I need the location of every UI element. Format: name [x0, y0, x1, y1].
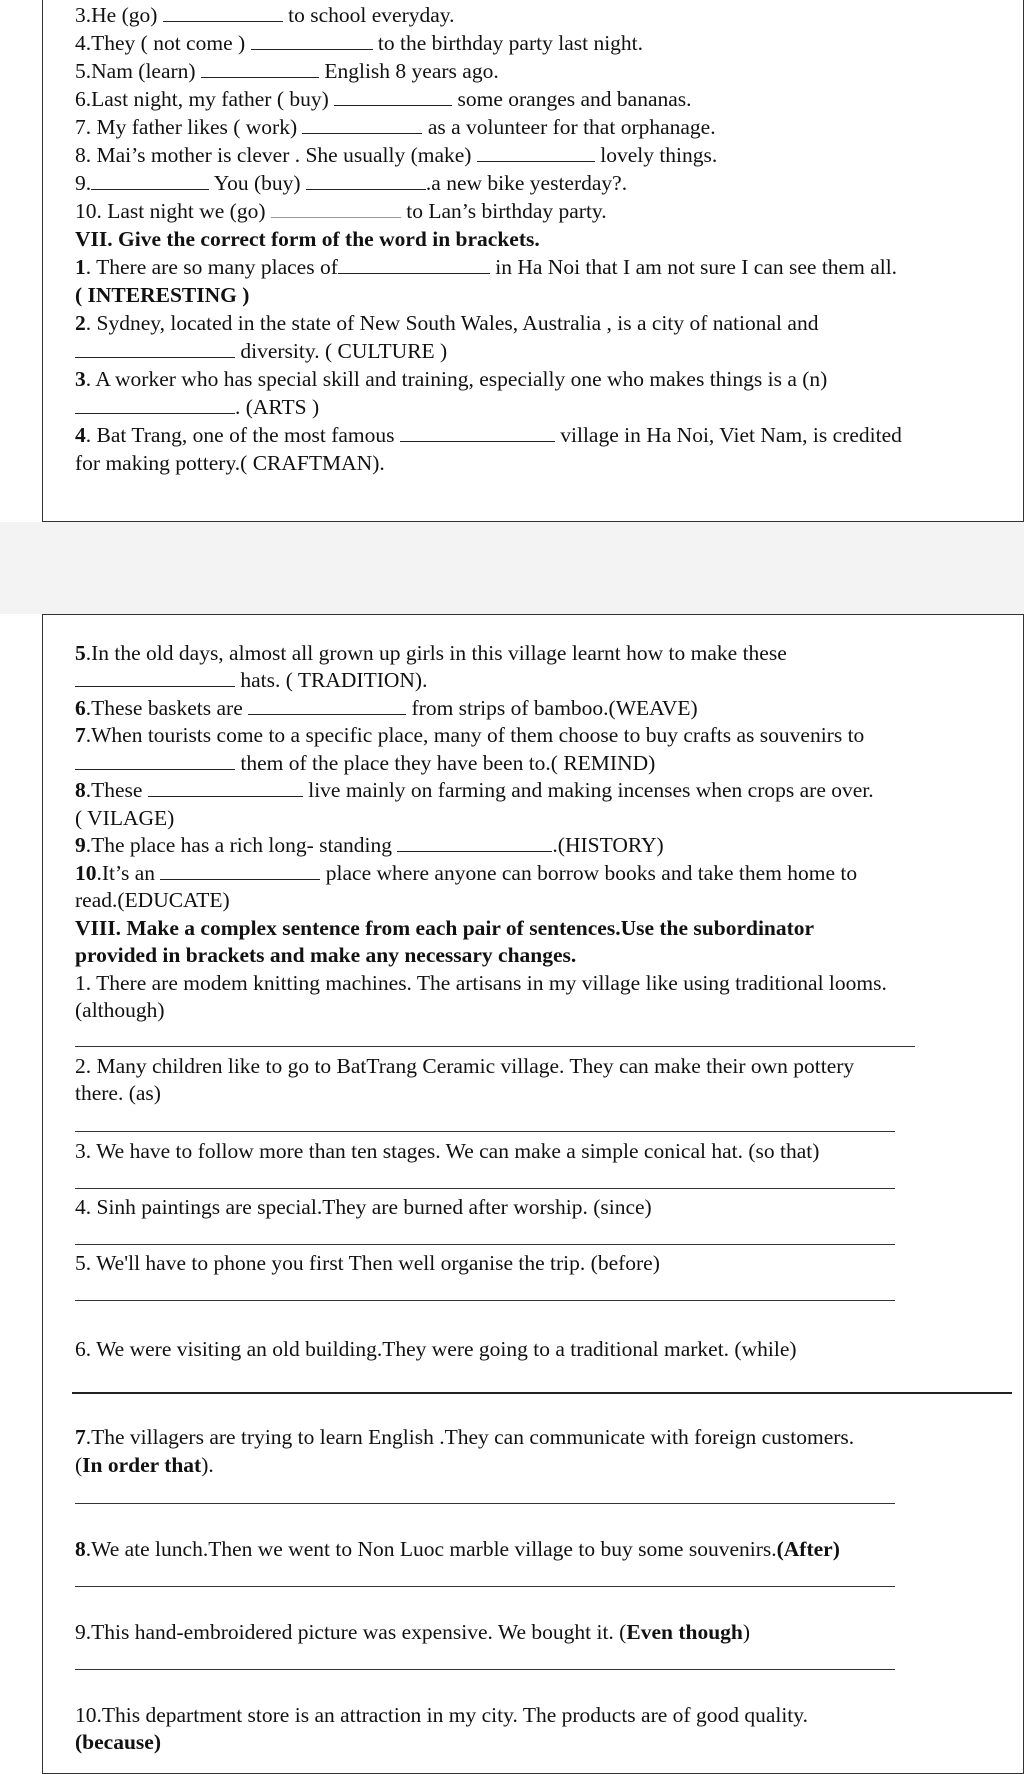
vii-question-9: 9.The place has a rich long- standing .(HISTORY): [75, 833, 664, 857]
vii-question-5: 5.In the old days, almost all grown up girls in this village learnt how to make these: [75, 641, 787, 665]
viii-answer-line-9[interactable]: [75, 1669, 895, 1670]
page-separator: [0, 522, 1024, 614]
vii-question-10: 10.It’s an place where anyone can borrow books and take them home to: [75, 861, 858, 885]
vii-question-8: 8.These live mainly on farming and making incenses when crops are over.: [75, 778, 874, 802]
viii-question-7-cont: (In order that).: [75, 1453, 214, 1477]
answer-blank[interactable]: [91, 171, 209, 190]
viii-question-2: 2. Many children like to go to BatTrang Ceramic village. They can make their own pottery: [75, 1054, 855, 1078]
section-viii-heading-line2: provided in brackets and make any necessary changes.: [75, 943, 577, 967]
viii-question-7: 7.The villagers are trying to learn English .They can communicate with foreign customers.: [75, 1425, 855, 1449]
vii-question-7-cont: them of the place they have been to.( REMIND): [75, 750, 655, 776]
vii-question-2: 2. Sydney, located in the state of New South Wales, Australia , is a city of national and: [75, 311, 819, 335]
answer-blank[interactable]: [148, 778, 303, 797]
answer-blank[interactable]: [160, 861, 320, 880]
viii-question-3: 3. We have to follow more than ten stages. We can make a simple conical hat. (so that): [75, 1139, 820, 1163]
viii-answer-line-6[interactable]: [72, 1392, 1012, 1394]
viii-answer-line-7[interactable]: [75, 1503, 895, 1504]
answer-blank[interactable]: [271, 199, 401, 218]
section-vii-heading: VII. Give the correct form of the word in brackets.: [75, 227, 540, 251]
viii-answer-line-8[interactable]: [75, 1586, 895, 1587]
answer-blank[interactable]: [306, 171, 426, 190]
answer-blank[interactable]: [338, 255, 490, 274]
viii-question-4: 4. Sinh paintings are special.They are burned after worship. (since): [75, 1195, 652, 1219]
answer-blank[interactable]: [334, 87, 452, 106]
vii-question-1-hint: ( INTERESTING ): [75, 283, 250, 307]
vii-question-5-cont: hats. ( TRADITION).: [75, 667, 427, 693]
answer-blank[interactable]: [75, 339, 235, 358]
vii-question-2-cont: diversity. ( CULTURE ): [75, 338, 447, 364]
section-viii-heading-line1: VIII. Make a complex sentence from each pair of sentences.Use the subordinator: [75, 916, 815, 940]
answer-blank[interactable]: [75, 751, 235, 770]
viii-answer-line-2[interactable]: [75, 1131, 895, 1132]
viii-question-2-cont: there. (as): [75, 1081, 161, 1105]
viii-question-10-cont: (because): [75, 1730, 161, 1754]
viii-question-10: 10.This department store is an attraction in my city. The products are of good quality.: [75, 1703, 809, 1727]
tense-item-9: 9. You (buy) .a new bike yesterday?.: [75, 171, 628, 195]
vii-question-8-hint: ( VILAGE): [75, 806, 175, 830]
tense-item-8: 8. Mai’s mother is clever . She usually (make) lovely things.: [75, 143, 718, 167]
viii-question-1: 1. There are modem knitting machines. The artisans in my village like using traditional looms.: [75, 971, 887, 995]
tense-item-4: 4.They ( not come ) to the birthday party last night.: [75, 31, 644, 55]
vii-question-3-cont: . (ARTS ): [75, 394, 319, 420]
vii-question-1: 1. There are so many places of in Ha Noi that I am not sure I can see them all.: [75, 255, 898, 279]
viii-answer-line-5[interactable]: [75, 1300, 895, 1301]
answer-blank[interactable]: [400, 423, 555, 442]
viii-question-6: 6. We were visiting an old building.They were going to a traditional market. (while): [75, 1337, 797, 1361]
answer-blank[interactable]: [397, 833, 552, 852]
tense-item-3: 3.He (go) to school everyday.: [75, 3, 455, 27]
answer-blank[interactable]: [251, 31, 373, 50]
answer-blank[interactable]: [477, 143, 595, 162]
tense-item-5: 5.Nam (learn) English 8 years ago.: [75, 59, 499, 83]
viii-answer-line-4[interactable]: [75, 1244, 895, 1245]
answer-blank[interactable]: [302, 115, 422, 134]
vii-question-4: 4. Bat Trang, one of the most famous village in Ha Noi, Viet Nam, is credited: [75, 423, 902, 447]
viii-answer-line-3[interactable]: [75, 1188, 895, 1189]
vii-question-3: 3. A worker who has special skill and training, especially one who makes things is a (n): [75, 367, 828, 391]
answer-blank[interactable]: [75, 668, 235, 687]
answer-blank[interactable]: [248, 696, 406, 715]
tense-item-6: 6.Last night, my father ( buy) some oranges and bananas.: [75, 87, 692, 111]
vii-question-4-cont: for making pottery.( CRAFTMAN).: [75, 451, 385, 475]
tense-item-10: 10. Last night we (go) to Lan’s birthday party.: [75, 199, 607, 223]
viii-question-1-cont: (although): [75, 998, 165, 1022]
viii-answer-line-1[interactable]: [75, 1046, 915, 1047]
viii-question-8: 8.We ate lunch.Then we went to Non Luoc marble village to buy some souvenirs.(After): [75, 1537, 840, 1561]
viii-question-9: 9.This hand-embroidered picture was expensive. We bought it. (Even though): [75, 1620, 751, 1644]
answer-blank[interactable]: [201, 59, 319, 78]
viii-question-5: 5. We'll have to phone you first Then well organise the trip. (before): [75, 1251, 660, 1275]
vii-question-7: 7.When tourists come to a specific place, many of them choose to buy crafts as souvenirs to: [75, 723, 865, 747]
answer-blank[interactable]: [75, 395, 235, 414]
tense-item-7: 7. My father likes ( work) as a volunteer for that orphanage.: [75, 115, 716, 139]
vii-question-6: 6.These baskets are from strips of bamboo.(WEAVE): [75, 696, 698, 720]
answer-blank[interactable]: [163, 3, 283, 22]
vii-question-10-cont: read.(EDUCATE): [75, 888, 230, 912]
